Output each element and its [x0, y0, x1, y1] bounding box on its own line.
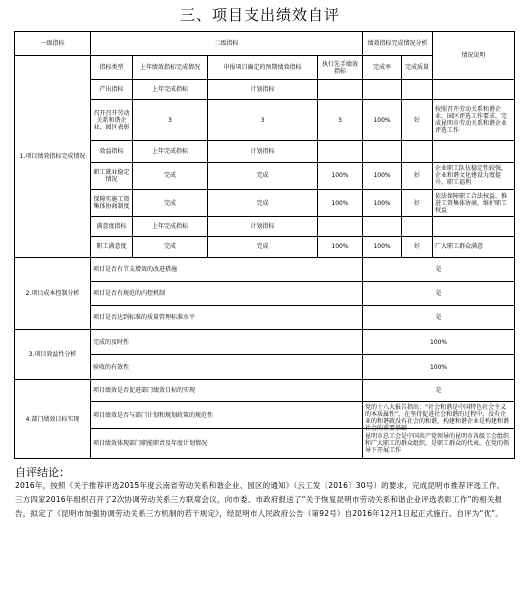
indicator-type: 召开召开劳动关系和谐企业、园区表彰 [91, 100, 133, 140]
criterion-value: 党的十八大报告指出：“社会和谐是中国特色社会主义的本质属性”，在坚持促进社会和谐的过程中，没有企业的和谐就没有社会的和谐，构建和谐企业是构建和谐社会的重要基础 [363, 402, 515, 428]
last-year-cell: 完成 [133, 190, 208, 217]
criterion-label: 项目是否有节支增效的改进措施 [91, 257, 363, 281]
header-completion: 绩效指标完成情况分析 [363, 32, 433, 56]
header-level2: 二级指标 [91, 32, 363, 56]
executed-cell [318, 80, 363, 100]
criterion-value: 是 [363, 380, 515, 402]
header-rate: 完成率 [363, 56, 402, 80]
rate-cell: 100% [363, 190, 402, 217]
rate-cell: 100% [363, 162, 402, 189]
executed-cell: 3 [318, 100, 363, 140]
planned-cell: 完成 [208, 190, 318, 217]
note-cell [433, 80, 515, 100]
group4-label: 4.部门绩效目标实现 [15, 380, 91, 459]
planned-cell: 3 [208, 100, 318, 140]
planned-cell: 计划指标 [208, 80, 318, 100]
group1-label: 1.项目绩效指标完成情况 [15, 56, 91, 257]
group3-label: 3.项目效益性分析 [15, 330, 91, 380]
criterion-value: 是 [363, 281, 515, 305]
criterion-value: 是 [363, 257, 515, 281]
quality-cell: 好 [402, 100, 433, 140]
planned-cell: 完成 [208, 162, 318, 189]
quality-cell [402, 217, 433, 237]
criterion-value: 100% [363, 355, 515, 380]
executed-cell [318, 217, 363, 237]
executed-cell [318, 140, 363, 162]
criterion-value: 是 [363, 305, 515, 329]
header-executed: 执行先手绩效指标 [318, 56, 363, 80]
header-indicator-type: 指标类型 [91, 56, 133, 80]
indicator-type: 产出指标 [91, 80, 133, 100]
rate-cell: 100% [363, 237, 402, 257]
note-cell [433, 140, 515, 162]
executed-cell: 100% [318, 190, 363, 217]
note-cell: 企业职工队伍稳定性较强，企业和谐文化建设力度提升，职工福利 [433, 162, 515, 189]
quality-cell: 好 [402, 162, 433, 189]
criterion-label: 项目绩效是否与部门计划和规划政策的规范性 [91, 402, 363, 428]
last-year-cell: 上年完成指标 [133, 80, 208, 100]
rate-cell [363, 80, 402, 100]
indicator-type: 职工满意度 [91, 237, 133, 257]
last-year-cell: 上年完成指标 [133, 217, 208, 237]
criterion-label: 项目是否有规范的内控机制 [91, 281, 363, 305]
executed-cell: 100% [318, 162, 363, 189]
table-row [15, 380, 515, 402]
criterion-label: 项目绩效是否促进部门绩效目标的实现 [91, 380, 363, 402]
note-cell [433, 217, 515, 237]
indicator-type: 职工就业稳定情况 [91, 162, 133, 189]
note-cell: 依法保障职工合法权益，推进工资集体协商，维护职工权益 [433, 190, 515, 217]
last-year-cell: 完成 [133, 237, 208, 257]
table-row [15, 257, 515, 281]
planned-cell: 完成 [208, 237, 318, 257]
rate-cell [363, 140, 402, 162]
header-quality: 完成质量 [402, 56, 433, 80]
indicator-type: 保障实施工资集体协商制度 [91, 190, 133, 217]
header-planned: 申报项目确定的预期绩效指标 [208, 56, 318, 80]
note-cell: 按照召开劳动关系和谐企业、园区评选工作要求，完成昆明市劳动关系和谐企业评选工作 [433, 100, 515, 140]
quality-cell [402, 80, 433, 100]
quality-cell [402, 140, 433, 162]
criterion-value: 100% [363, 330, 515, 355]
rate-cell [363, 217, 402, 237]
indicator-type: 效益指标 [91, 140, 133, 162]
last-year-cell: 3 [133, 100, 208, 140]
last-year-cell: 完成 [133, 162, 208, 189]
criterion-label: 项目绩效体现部门职能职责及年度计划情况 [91, 428, 363, 458]
last-year-cell: 上年完成指标 [133, 140, 208, 162]
indicator-type: 满意度指标 [91, 217, 133, 237]
conclusion-text: 2016年，按照《关于推荐评选2015年度云南省劳动关系和谐企业、园区的通知》（云工发〔2016〕30号）的要求，完成昆明市推荐评选工作。三方四家2016年组织召开了2次协调劳动关系三方联席会议，向市委、市政府报送了“关于恢复昆明市劳动关系和谐企业评选表彰工作”的相关报告，拟定了《昆明市加强协调劳动关系三方机制的若干规定》，经昆明市人民政府公告（第92号）自2016年12月1日起正式施行。自评为“优”。 [15, 481, 505, 518]
page-title: 三、项目支出绩效自评 [179, 6, 340, 24]
header-level1: 一级指标 [15, 32, 91, 56]
quality-cell: 好 [402, 237, 433, 257]
criterion-value: 昆明市总工会是中国共产党领导的昆明市各级工会组织和广大职工的群众组织，是职工群众的代表，在党的领导下开展工作 [363, 428, 515, 458]
planned-cell: 计划指标 [208, 140, 318, 162]
conclusion-title: 自评结论： [15, 466, 70, 479]
header-last-year: 上年绩效指标完成情况 [133, 56, 208, 80]
quality-cell: 好 [402, 190, 433, 217]
table-row [15, 330, 515, 355]
note-cell: 广大职工群众满意 [433, 237, 515, 257]
planned-cell: 计划指标 [208, 217, 318, 237]
criterion-label: 验收的有效性 [91, 355, 363, 380]
self-evaluation-table [14, 31, 515, 459]
executed-cell: 100% [318, 237, 363, 257]
rate-cell: 100% [363, 100, 402, 140]
group2-label: 2.项目成本控制分析 [15, 257, 91, 329]
criterion-label: 项目是否达到标准的质量管理标准水平 [91, 305, 363, 329]
criterion-label: 完成的及时性 [91, 330, 363, 355]
header-remark: 情况说明 [433, 32, 515, 80]
